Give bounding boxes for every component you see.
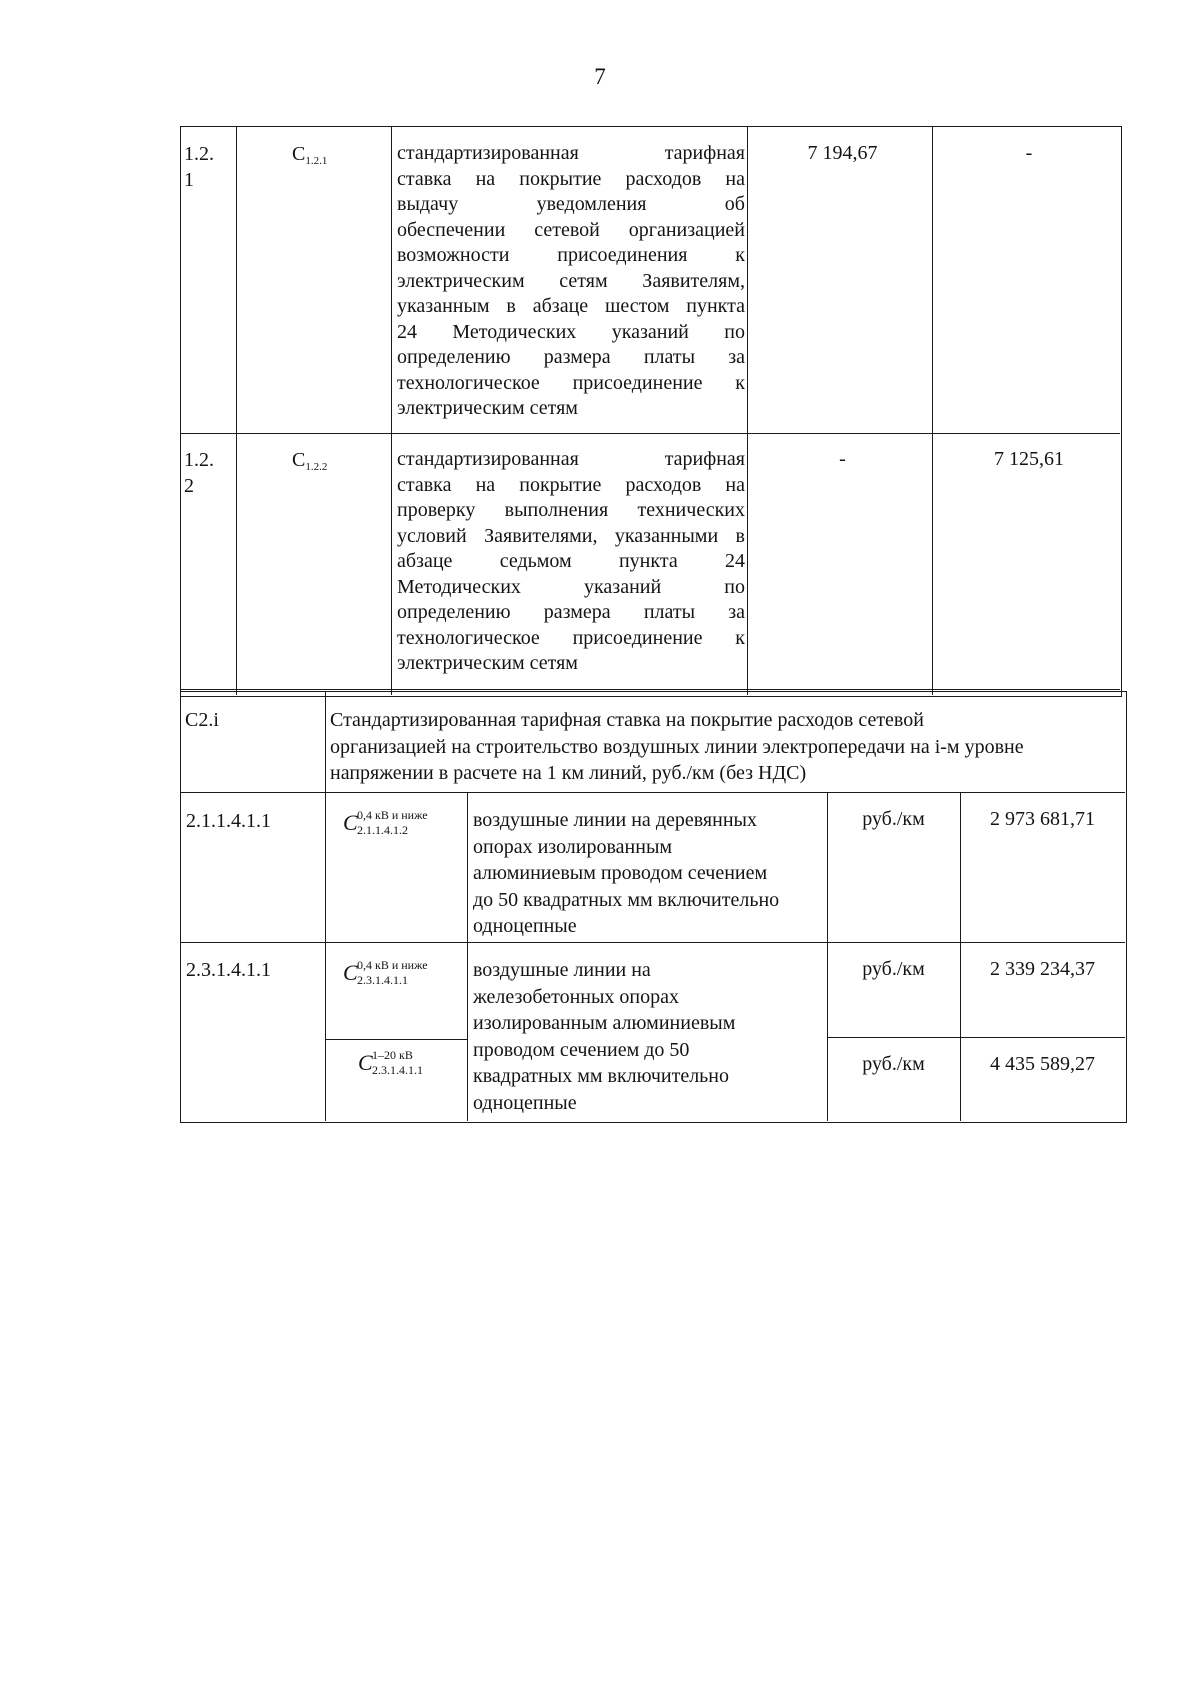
row-number: 1.2. 2 [184, 449, 214, 497]
rate-symbol: $C_{1.2.2}$ [292, 449, 328, 473]
rate-value: 4 435 589,27 [990, 1053, 1095, 1075]
rate-description: стандартизированная тарифная ставка на покрытие расходов на выдачу уведомления об обеспечении сетевой организацией возможности присоединения к электрическим сетям Заявителям, указанным в абзаце шестом пункта 24 Методических указаний по определению размера платы за технологическое присоединение к электрическим сетям [397, 142, 745, 419]
row-code: 2.1.1.4.1.1 [186, 810, 271, 832]
row-code: 2.3.1.4.1.1 [186, 959, 271, 981]
section-title: Стандартизированная тарифная ставка на покрытие расходов сетевой организацией на строительство воздушных линии электропередачи на i-м уровне напряжении в расчете на 1 км линий, руб./км (без НДС) [330, 709, 1024, 784]
rate-value: 7 125,61 [994, 448, 1064, 470]
rate-symbol: C 1–20 кВ 2.3.1.4.1.1 [358, 1048, 423, 1077]
rate-symbol: $C_{1.2.1}$ [292, 143, 328, 167]
rate-symbol: C 0,4 кВ и ниже 2.1.1.4.1.2 [343, 808, 428, 837]
page-number: 7 [594, 64, 606, 89]
rate-description: воздушные линии на железобетонных опорах изолированным алюминиевым проводом сечением до 50 квадратных мм включительно одноцепные [473, 959, 736, 1114]
rate-value: 7 194,67 [807, 142, 878, 164]
rate-value: - [839, 448, 846, 470]
rate-value: 2 339 234,37 [990, 958, 1095, 980]
section-code: C2.i [185, 709, 219, 731]
rate-value: - [1025, 142, 1033, 164]
rate-value: 2 973 681,71 [990, 808, 1095, 830]
rate-symbol: C 0,4 кВ и ниже 2.3.1.4.1.1 [343, 958, 428, 987]
rate-description: воздушные линии на деревянных опорах изолированным алюминиевым проводом сечением до 50 квадратных мм включительно одноцепные [473, 809, 780, 937]
unit-label: руб./км [862, 958, 925, 980]
unit-label: руб./км [862, 808, 925, 830]
rate-description: стандартизированная тарифная ставка на покрытие расходов на проверку выполнения технических условий Заявителями, указанными в абзаце седьмом пункта 24 Методических указаний по определению размера платы за технологическое присоединение к электрическим сетям [397, 448, 745, 674]
unit-label: руб./км [862, 1053, 925, 1075]
row-number: 1.2. 1 [184, 143, 214, 191]
